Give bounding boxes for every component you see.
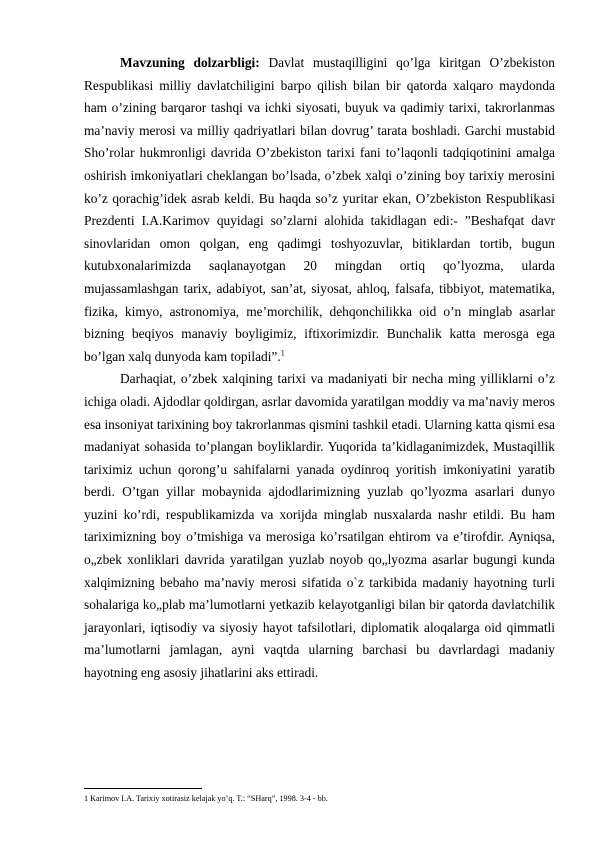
paragraph-text: Davlat mustaqilligini qo’lga kiritgan O’zbekiston Respublikasi milliy davlatchiligini barpo qilish bilan bir qatorda xalqaro maydonda ham o’zining barqaror tashqi va ichki siyosati, buyuk va qadimiy tarixi, takrorlanmas ma’naviy merosi va milliy qadriyatlari bilan dovrug’ tarata boshladi. Garchi mustabid Sho’rolar hukmronligi davrida O’zbekiston tarixi fani to’laqonli tadqiqotinini amalga oshirish imkoniyatlari cheklangan bo’lsada, o’zbek xalqi o’zining boy tarixiy merosini ko’z qorachig’idek asrab keldi. Bu haqda so’z yuritar ekan, O’zbekiston Respublikasi Prezdenti I.A.Karimov quyidagi so’zlarni alohida takidlagan edi:- ”Beshafqat davr sinovlaridan omon qolgan, eng qadimgi toshyozuvlar, bitiklardan tortib, bugun kutubxonalarimizda saqlanayotgan 20 mingdan ortiq qo’lyozma, ularda mujassamlashgan tarix, adabiyot, san’at, siyosat, ahloq, falsafa, tibbiyot, matematika, fizika, kimyo, astronomiya, me’morchilik, dehqonchilikka oid o’n minglab asarlar bizning beqiyos manaviy boyligimiz, iftixorimizdir. Bunchalik katta merosga ega bo’lgan xalq dunyoda kam topiladi”. xyxy=(84,55,555,364)
document-body xyxy=(84,52,555,685)
section-lead-heading: Mavzuning dolzarbligi: xyxy=(120,55,260,70)
footnote-divider xyxy=(84,788,202,789)
footnote: 1 Karimov I.A. Tarixiy xotirasiz kelajak yo’q. T.: “SHarq”, 1998. 3-4 - bb. xyxy=(84,794,328,803)
paragraph-history: Darhaqiat, o’zbek xalqining tarixi va madaniyati bir necha ming yilliklarni o’z ichiga oladi. Ajdodlar qoldirgan, asrlar davomida yaratilgan moddiy va ma’naviy meros esa insoniyat tarixining boy takrorlanmas qismini tashkil etadi. Ularning katta qismi esa madaniyat sohasida to’plangan boyliklardir. Yuqorida ta’kidlaganimizdek, Mustaqillik tariximiz uchun qorong’u sahifalarni yanada oydinroq yoritish imkoniyatini yaratib berdi. O’tgan yillar mobaynida ajdodlarimizning yuzlab qo’lyozma asarlari dunyo yuzini ko’rdi, respublikamizda va xorijda minglab nusxalarda nashr etildi. Bu ham tariximizning boy o’tmishiga va merosiga ko’rsatilgan ehtirom va e’tirofdir. Ayniqsa, o„zbek xonliklari davrida yaratilgan yuzlab noyob qo„lyozma asarlar bugungi kunda xalqimizning bebaho ma’naviy merosi sifatida o`z tarkibida madaniy hayotning turli sohalariga ko„plab ma’lumotlarni yetkazib kelayotganligi bilan bir qatorda davlatchilik jarayonlari, iqtisodiy va siyosiy hayot tafsilotlari, diplomatik aloqalarga oid qimmatli ma’lumotlarni jamlagan, ayni vaqtda ularning barchasi bu davrlardagi madaniy hayotning eng asosiy jihatlarini aks ettiradi. xyxy=(84,371,555,681)
paragraph-relevance xyxy=(84,52,555,368)
footnote-reference[interactable]: 1 xyxy=(280,348,285,358)
